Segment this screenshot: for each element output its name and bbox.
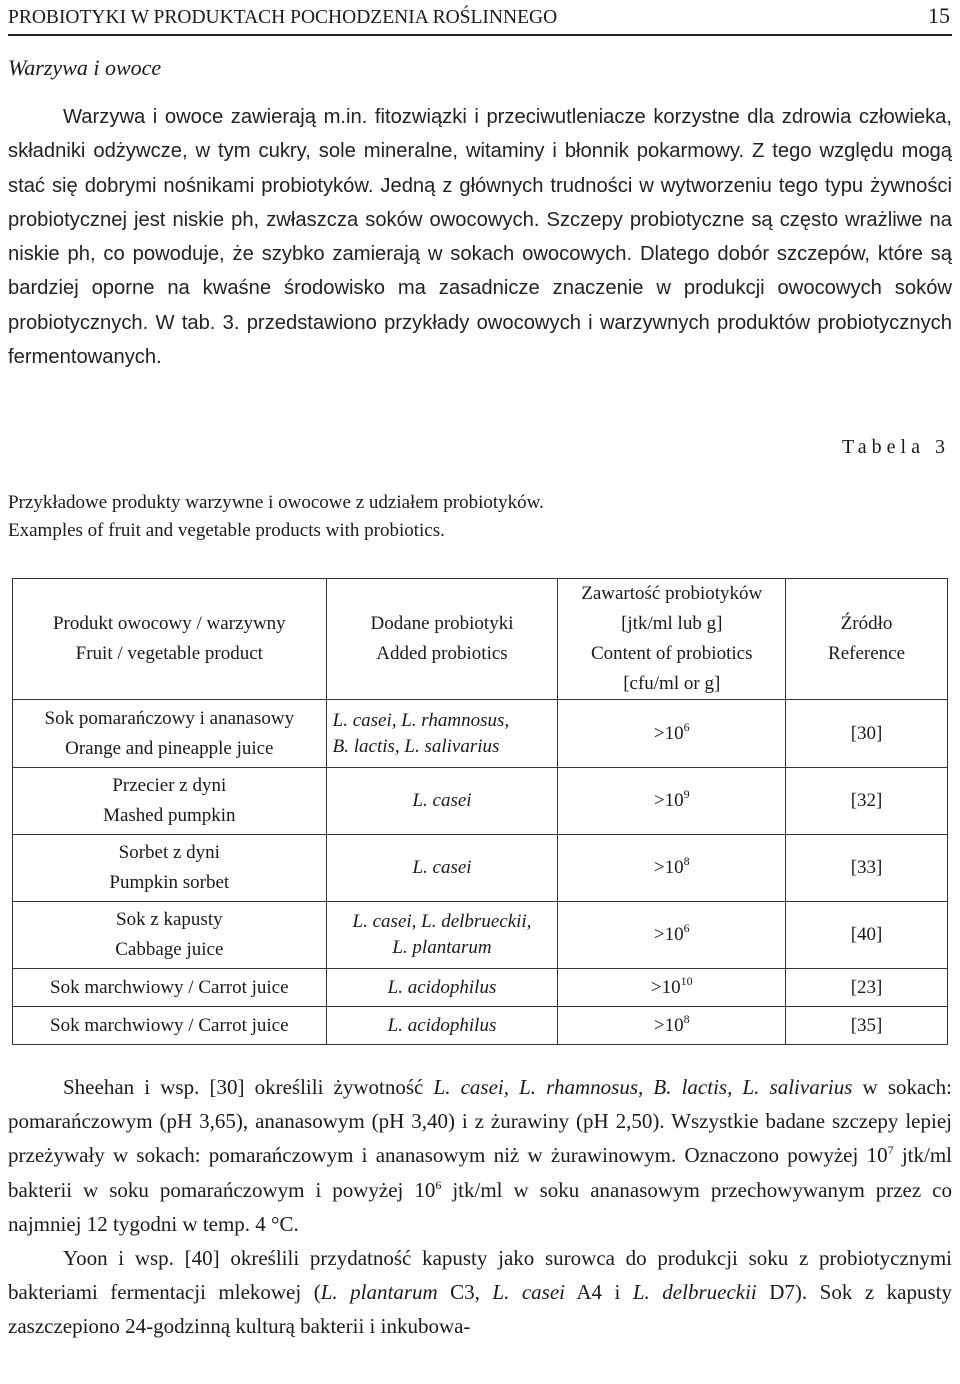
table-row	[13, 902, 948, 969]
reference-cell: [32]	[786, 768, 948, 835]
content-cell: $>10^6$	[558, 700, 786, 768]
product-cell: Sok marchwiowy / Carrot juice	[13, 1007, 327, 1045]
probiotics-cell: L. casei, L. rhamnosus, B. lactis, L. salivarius	[326, 700, 558, 768]
table-header-row	[13, 579, 948, 700]
header-product: Produkt owocowy / warzywny Fruit / vegetable product	[13, 579, 327, 700]
table-row	[13, 835, 948, 902]
reference-cell: [40]	[786, 902, 948, 969]
table-row	[13, 969, 948, 1007]
probiotics-cell: L. casei	[326, 835, 558, 902]
table-label: Tabela 3	[841, 436, 950, 458]
paragraph-1-text: Warzywa i owoce zawierają m.in. fitozwiązki i przeciwutleniacze korzystne dla zdrowia człowieka, składniki odżywcze, w tym cukry, sole mineralne, witaminy i błonnik pokarmowy. Z tego względu mogą stać się dobrymi nośnikami probiotyków. Jedną z głównych trudności w wytworzeniu tego typu żywności probiotycznej jest niskie ph, zwłaszcza soków owocowych. Szczepy probiotyczne są często wrażliwe na niskie ph, co powoduje, że szybko zamierają w sokach owocowych. Dlatego dobór szczepów, które są bardziej oporne na kwaśne środowisko ma zasadnicze znaczenie w produkcji owocowych soków probiotycznych. W tab. 3. przedstawiono przykłady owocowych i warzywnych produktów probiotycznych fermentowanych.	[8, 106, 952, 369]
section-title: Warzywa i owoce	[8, 55, 162, 80]
paragraph-2: Sheehan i wsp. [30] określili żywotność L. casei, L. rhamnosus, B. lactis, L. salivarius w sokach: pomarańczowym (pH 3,65), ananasowym (pH 3,40) i z żurawiny (pH 2,50). Wszystkie badane szczepy lepiej przeżywały w sokach: pomarańczowym i ananasowym niż w żurawinowym. Oznaczono powyżej $10^7$ jtk/ml bakterii w soku pomarańczowym i powyżej $10^6$ jtk/ml w soku ananasowym przechowywanym przez co najmniej 12 tygodni w temp. 4 °C.	[8, 1075, 952, 1236]
paragraph-2-3	[8, 1070, 952, 1344]
content-cell: $>10^6$	[558, 902, 786, 969]
product-cell: Sok marchwiowy / Carrot juice	[13, 969, 327, 1007]
product-cell: Sok pomarańczowy i ananasowy Orange and pineapple juice	[13, 700, 327, 768]
header-source: Źródło Reference	[786, 579, 948, 700]
table-row	[13, 1007, 948, 1045]
probiotic-products-table	[12, 578, 948, 1045]
reference-cell: [35]	[786, 1007, 948, 1045]
content-cell: $>10^8$	[558, 1007, 786, 1045]
probiotics-cell: L. casei, L. delbrueckii, L. plantarum	[326, 902, 558, 969]
table-row	[13, 700, 948, 768]
table-caption-en: Examples of fruit and vegetable products with probiotics.	[8, 520, 445, 541]
page-number: 15	[928, 3, 950, 28]
table-row	[13, 768, 948, 835]
paragraph-1	[8, 100, 952, 374]
content-cell: $>10^9$	[558, 768, 786, 835]
probiotics-cell: L. casei	[326, 768, 558, 835]
content-cell: $>10^8$	[558, 835, 786, 902]
running-header	[8, 2, 952, 36]
header-probiotics: Dodane probiotyki Added probiotics	[326, 579, 558, 700]
reference-cell: [23]	[786, 969, 948, 1007]
reference-cell: [30]	[786, 700, 948, 768]
probiotics-cell: L. acidophilus	[326, 969, 558, 1007]
probiotics-cell: L. acidophilus	[326, 1007, 558, 1045]
paragraph-3: Yoon i wsp. [40] określili przydatność kapusty jako surowca do produkcji soku z probiotycznymi bakteriami fermentacji mlekowej (L. plantarum C3, L. casei A4 i L. delbrueckii D7). Sok z kapusty zaszczepiono 24-godzinną kulturą bakterii i inkubowa-	[8, 1246, 953, 1339]
running-title: PROBIOTYKI W PRODUKTACH POCHODZENIA ROŚLINNEGO	[8, 7, 558, 28]
table-caption-pl: Przykładowe produkty warzywne i owocowe z udziałem probiotyków.	[8, 492, 544, 513]
header-content: Zawartość probiotyków [jtk/ml lub g] Content of probiotics [cfu/ml or g]	[558, 579, 786, 700]
product-cell: Przecier z dyni Mashed pumpkin	[13, 768, 327, 835]
product-cell: Sok z kapusty Cabbage juice	[13, 902, 327, 969]
content-cell: $>10^{10}$	[558, 969, 786, 1007]
reference-cell: [33]	[786, 835, 948, 902]
product-cell: Sorbet z dyni Pumpkin sorbet	[13, 835, 327, 902]
